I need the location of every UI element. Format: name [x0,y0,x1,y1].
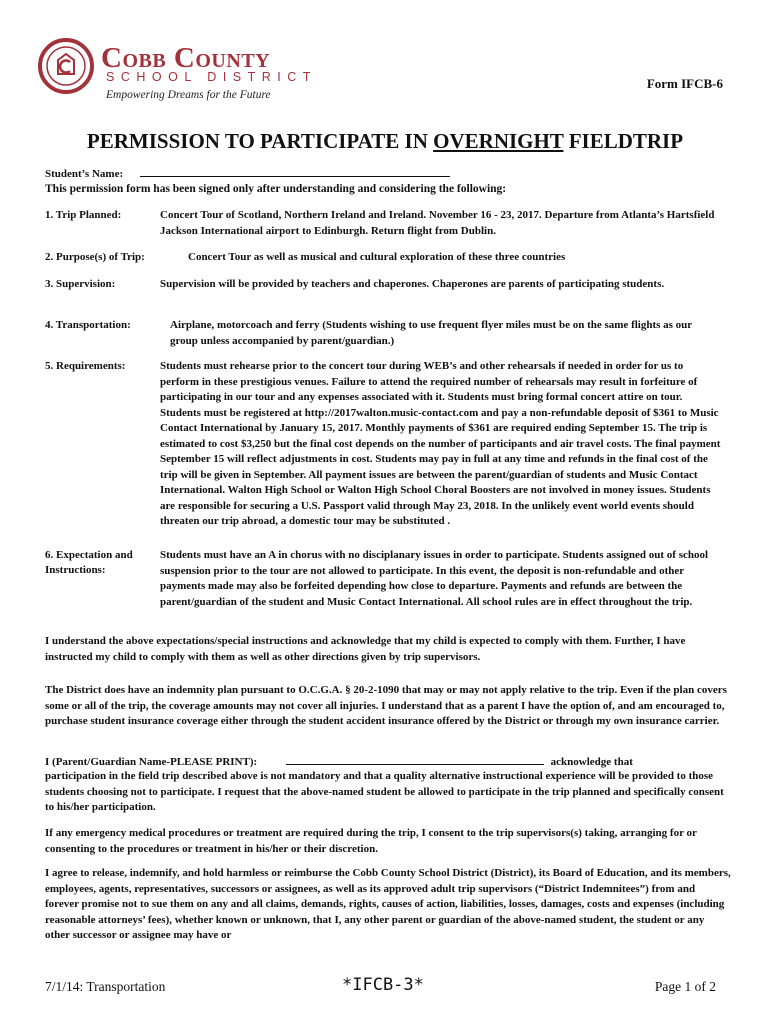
item-label-trip: 1. Trip Planned: [45,209,122,221]
item-text-expectation: Students must have an A in chorus with no disciplanary issues in order to participate. Students assigned out of school suspension prior to the tour are not allowed to participate. In this event, the deposit is non-refundable and other payments made may also be forfeited depending how close to departure. Payments and refunds are between the parent/guardian of the student and Music Contact International. All school rules are in effect throughout the trip. [160,549,709,608]
page-title [0,129,770,154]
item-label-transportation: 4. Transportation: [45,319,131,331]
footer-page-number: Page 1 of 2 [654,979,716,994]
item-text-requirements: Students must rehearse prior to the concert tour during WEB’s and other rehearsals if needed in order for us to perform in these prestigious venues. Failure to attend the required number of rehearsals may result in forfeiture of participating in our tour and any expenses associated with it. Students must bring formal concert attire on tour. Students must be registered at http://2017walton.music-contact.com and pay a non-refundable deposit of $361 to Music Contact International by January 15, 2017. Monthly payments of $361 are required ending September 15. The trip is estimated to cost $3,250 but the final cost depends on the number of participants and air travel costs. The final payment September 15 will reflect adjustments in cost. Students may pay in full at any time and refunds in the final cost of the trip will be given in September. All payment issues are between the parent/guardian of students and Music Contact International. Walton High School or Walton High School Choral Boosters are not involved in money issues. Students are responsible for securing a U.S. Passport valid through May 23, 2018. In the unlikely event world events should threaten our trip abroad, a domestic tour may be substituted . [160,360,721,527]
understand-paragraph: I understand the above expectations/special instructions and acknowledge that my child is expected to comply with them. Further, I have instructed my child to comply with them as well as other directions given by trip supervisors. [45,635,686,663]
indemnity-paragraph: The District does have an indemnity plan pursuant to O.C.G.A. § 20-2-1090 that may or may not apply relative to the trip. Even if the plan covers some or all of the trip, the coverage amounts may not cover all injuries. I understand that as a parent I have the option of, and am encouraged to, purchase student insurance coverage either through the student accident insurance offered by the District or through my own insurance carrier. [45,684,727,727]
item-label-expectation-1: 6. Expectation and [45,549,133,561]
guardian-paragraph: participation in the field trip described above is not mandatory and that a quality alternative instructional experience will be provided to those students choosing not to participate. I request that the above-named student be allowed to participate in the trip planned and specifically consent to his/her participation. [45,770,724,813]
item-label-requirements: 5. Requirements: [45,360,126,372]
emergency-paragraph: If any emergency medical procedures or treatment are required during the trip, I consent to the trip supervisors(s) taking, arranging for or consenting to the procedures or treatment in his/her or their discretion. [45,827,697,855]
footer-code: *IFCB-3* [342,975,424,995]
release-paragraph: I agree to release, indemnify, and hold harmless or reimburse the Cobb County School District (District), its Board of Education, and its members, employees, agents, representatives, successors or assignees, as well as its approved adult trip supervisors (“District Indemnitees”) from and forever promise not to sue them on any and all claims, demands, rights, causes of action, liabilities, losses, damages, costs and expenses (including reasonable attorneys’ fees), whether known or unknown, that I, any other parent or guardian of the above-named student, the student or any other successor or assignee may have or [45,867,731,941]
item-label-purpose: 2. Purpose(s) of Trip: [45,251,145,263]
tagline: Empowering Dreams for the Future [106,89,271,101]
student-name-row [45,166,450,183]
title-underlined: OVERNIGHT [433,129,564,153]
item-label-expectation-2: Instructions: [45,564,106,576]
item-label-supervision: 3. Supervision: [45,278,116,290]
org-subtitle: SCHOOL DISTRICT [106,70,317,84]
intro-text: This permission form has been signed only after understanding and considering the following: [45,183,507,195]
cobb-county-seal-icon [38,38,94,94]
item-text-supervision: Supervision will be provided by teachers and chaperones. Chaperones are parents of participating students. [160,278,665,290]
org-name: Cobb County [101,42,271,74]
title-pre: PERMISSION TO PARTICIPATE IN [86,129,434,153]
form-id: Form IFCB-6 [646,76,723,91]
student-name-field[interactable] [140,166,450,177]
footer-revision: 7/1/14: Transportation [45,979,166,994]
item-text-trip: Concert Tour of Scotland, Northern Ireland and Ireland. November 16 - 23, 2017. Departure from Atlanta’s Hartsfield Jackson International airport to Edinburgh. Return flight from Dublin. [160,209,715,237]
title-post: FIELDTRIP [563,129,684,153]
item-text-transportation: Airplane, motorcoach and ferry (Students wishing to use frequent flyer miles must be on the same flights as our group unless accompanied by parent/guardian.) [170,319,692,347]
guardian-name-field[interactable] [286,754,544,765]
student-name-label: Student’s Name: [45,168,124,180]
item-text-purpose: Concert Tour as well as musical and cultural exploration of these three countries [188,251,566,263]
guardian-ack: acknowledge that [550,756,633,768]
guardian-label: I (Parent/Guardian Name-PLEASE PRINT): [45,756,258,768]
